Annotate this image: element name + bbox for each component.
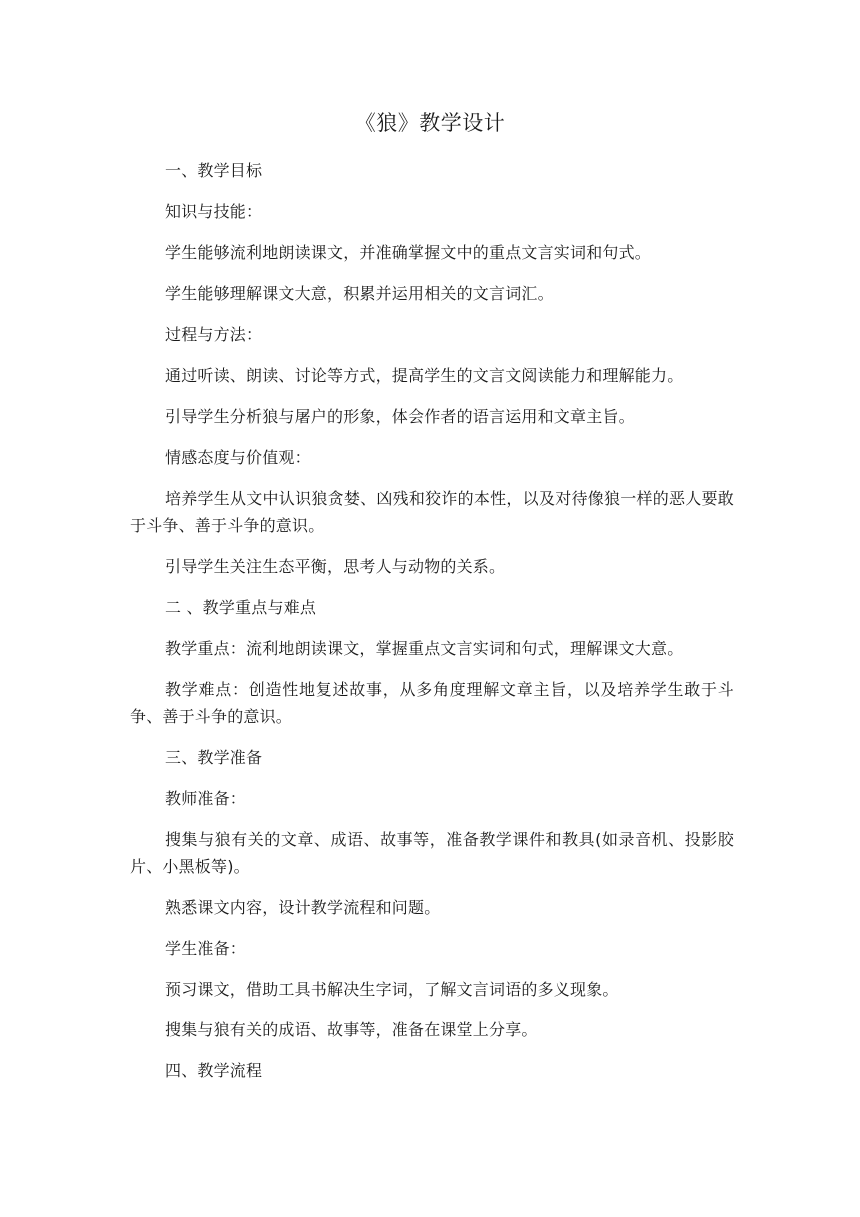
- subheading-student-prep: 学生准备：: [165, 939, 247, 958]
- paragraph: 熟悉课文内容，设计教学流程和问题。: [165, 898, 441, 917]
- subheading-teacher-prep: 教师准备：: [165, 789, 247, 808]
- paragraph: 教学重点：流利地朗读课文，掌握重点文言实词和句式，理解课文大意。: [165, 639, 684, 658]
- section-heading-key-difficult: 二 、教学重点与难点: [165, 598, 317, 617]
- subheading-knowledge-skills: 知识与技能：: [165, 202, 263, 221]
- section-heading-preparation: 三、教学准备: [165, 748, 263, 767]
- paragraph: 教学难点：创造性地复述故事，从多角度理解文章主旨，以及培养学生敢于斗争、善于斗争的意识。: [130, 680, 734, 726]
- paragraph: 搜集与狼有关的成语、故事等，准备在课堂上分享。: [165, 1020, 538, 1039]
- paragraph: 预习课文，借助工具书解决生字词，了解文言词语的多义现象。: [165, 980, 619, 999]
- paragraph: 学生能够理解课文大意，积累并运用相关的文言词汇。: [165, 284, 554, 303]
- document-body: [130, 157, 734, 1098]
- paragraph: 搜集与狼有关的文章、成语、故事等，准备教学课件和教具(如录音机、投影胶片、小黑板等)。: [130, 830, 734, 876]
- document-title: 《狼》教学设计: [354, 111, 506, 135]
- paragraph: 培养学生从文中认识狼贪婪、凶残和狡诈的本性，以及对待像狼一样的恶人要敢于斗争、善于斗争的意识。: [130, 489, 734, 535]
- paragraph: 通过听读、朗读、讨论等方式，提高学生的文言文阅读能力和理解能力。: [165, 366, 684, 385]
- subheading-emotion-values: 情感态度与价值观：: [165, 448, 311, 467]
- subheading-process-method: 过程与方法：: [165, 325, 263, 344]
- section-heading-objectives: 一、教学目标: [165, 161, 263, 180]
- section-heading-teaching-flow: 四、教学流程: [165, 1061, 263, 1080]
- paragraph: 引导学生分析狼与屠户的形象，体会作者的语言运用和文章主旨。: [165, 407, 635, 426]
- paragraph: 学生能够流利地朗读课文，并准确掌握文中的重点文言实词和句式。: [165, 243, 652, 262]
- paragraph: 引导学生关注生态平衡，思考人与动物的关系。: [165, 557, 506, 576]
